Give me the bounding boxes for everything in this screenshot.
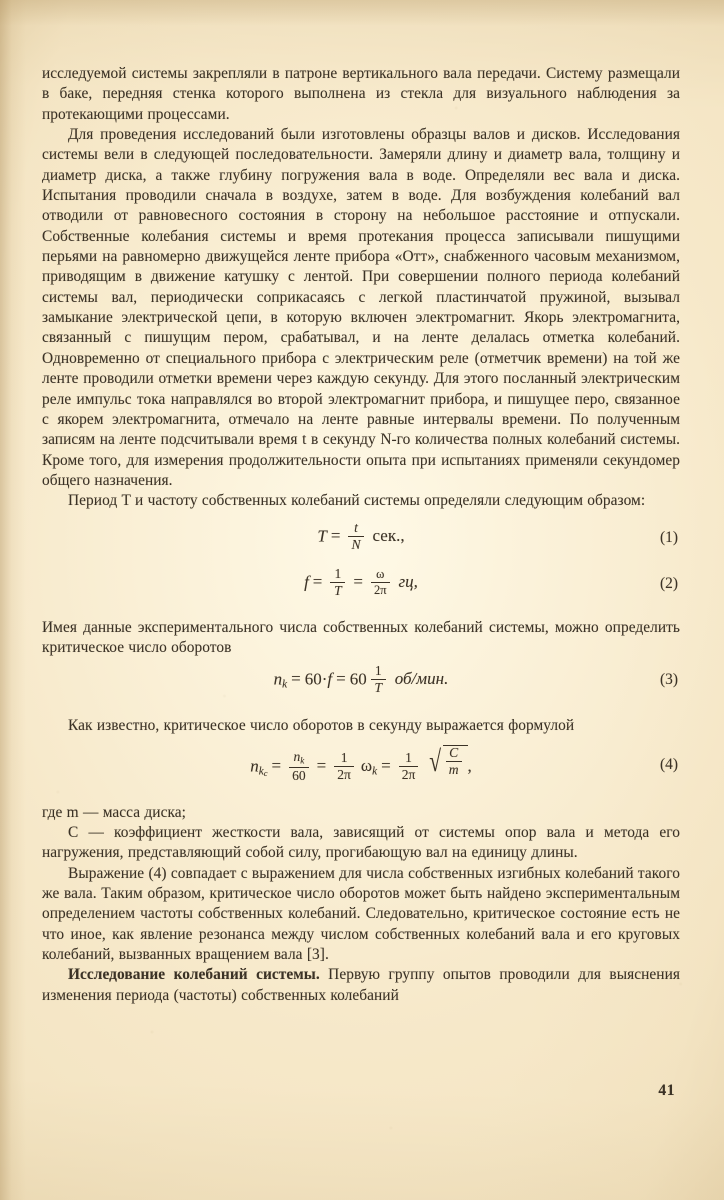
formula-3-number: (3) (660, 671, 678, 689)
symbol-f: f (327, 669, 333, 689)
page-number: 41 (658, 1082, 675, 1099)
subscript-k: k (258, 765, 264, 778)
paragraph-period-intro (42, 491, 680, 511)
paragraph-text: исследуемой системы закрепляли в патроне вертикального вала передачи. Систему размещали в баке, передняя стенка которого выполнена из стекла для визуального наблюдения за протекающими процессами. (42, 65, 680, 123)
units-hertz: гц, (398, 572, 418, 592)
denominator-2pi: 2π (401, 766, 416, 782)
radicand (443, 745, 468, 778)
subscript-k: k (300, 755, 305, 766)
equals-sign: = (330, 526, 341, 546)
paragraph-text: Имея данные экспериментального числа собственных колебаний системы, можно определить критическое число оборотов (42, 618, 680, 656)
constant-60: 60 (349, 669, 367, 689)
equals-sign: = (291, 669, 301, 689)
equals-sign: = (381, 756, 391, 776)
units-rpm: об/мин. (394, 669, 449, 689)
denominator-2pi: 2π (337, 766, 351, 782)
symbol-f: f (304, 572, 309, 592)
fraction-nk-over-60 (289, 750, 309, 783)
denominator-N: N (351, 537, 361, 553)
equals-sign: = (353, 572, 363, 592)
numerator-t: t (354, 520, 358, 536)
fraction-omega-over-2pi (371, 568, 390, 597)
page-text-block (42, 64, 680, 1006)
symbol-omega: ω (360, 756, 373, 776)
top-edge-shadow (0, 0, 724, 26)
symbol-n: n (293, 748, 301, 764)
run-in-heading: Исследование колебаний системы. (68, 966, 320, 984)
paragraph-conclusion (42, 864, 680, 966)
numerator-1: 1 (374, 662, 382, 678)
denominator-T: T (374, 679, 383, 695)
paragraph-known-formula (42, 716, 680, 736)
paragraph-stiffness-coefficient (42, 823, 680, 864)
denominator-60: 60 (292, 767, 306, 783)
formula-4-number: (4) (660, 755, 678, 773)
radical-sign: √ (429, 745, 442, 779)
subscript-c: c (263, 767, 268, 778)
paragraph-text: Выражение (4) совпадает с выражением для числа собственных изгибных колебаний такого же вала. Таким образом, критическое число оборотов может быть найдено экспериментальным определением частоты собственных колебаний. Следовательно, критическое состояние есть не что иное, как явление резонанса между числом собственных колебаний вала и его круговых колебаний, вызванных вращением вала [3]. (42, 864, 680, 963)
formula-2-number: (2) (660, 574, 678, 592)
paragraph-text: Для проведения исследований были изготовлены образцы валов и дисков. Исследования системы вели в следующей последовательности. Замеряли длину и диаметр вала, толщину и диаметр диска, а также глубину погружения вала в воде. Определяли вес вала и диска. Испытания проводили сначала в воздухе, затем в воде. Для возбуждения колебаний вал отводили от равновесного состояния в сторону на небольшое расстояние и отпускали. Собственные колебания системы и время протекания процесса записывали пишущими перьями на равномерно движущейся ленте прибора «Отт», снабженного часовым механизмом, приводящим в движение катушку с лентой. При совершении полного периода колебаний системы вал, периодически соприкасаясь с легкой пластинчатой пружиной, вызывал замыкание электрической цепи, в которую включен электромагнит. Якорь электромагнита, связанный с пишущим пером, срабатывал, и на ленте делалась отметка колебаний. Одновременно от специального прибора с электрическим реле (отметчик времени) на той же ленте проводили отметки времени через каждую секунду. Для этого посланный электрическим реле импульс тока направлялся во второй электромагнит прибора, и пишущее перо, связанное с якорем электромагнита, отмечало на ленте равные интервалы времени. По полученным записям на ленте подсчитывали время t в секунду N-го количества полных колебаний системы. Кроме того, для измерения продолжительности опыта при испытаниях применяли секундомер общего назначения. (42, 126, 680, 489)
equals-sign: = (336, 669, 346, 689)
constant-60: 60 (304, 669, 322, 689)
paragraph-critical-speed-intro (42, 618, 680, 659)
numerator-nk (290, 750, 307, 767)
formula-4 (42, 737, 680, 793)
formula-1-number: (1) (660, 528, 678, 546)
paragraph-text: C — коэффициент жесткости вала, зависящий от системы опор вала и метода его нагружения, представляющий собой силу, прогибающую вал на единицу длины. (42, 823, 680, 862)
left-gutter-shadow (0, 0, 26, 1200)
paragraph-continuation (42, 64, 680, 125)
multiplication-dot: · (321, 669, 328, 689)
formula-3 (42, 658, 680, 702)
subscript-k: k (372, 765, 378, 778)
denominator-T: T (334, 583, 342, 599)
symbol-n: n (273, 669, 283, 689)
paragraph-text: Первую группу опытов проводили для выяснения изменения периода (частоты) собственных колебаний (42, 966, 680, 1004)
formula-1 (42, 512, 680, 560)
formula-2-expression (304, 568, 418, 599)
denominator-m: m (448, 761, 459, 777)
paragraph-text: где m — масса диска; (42, 803, 186, 821)
numerator-1: 1 (340, 749, 348, 765)
paragraph-text: Как известно, критическое число оборотов в секунду выражается формулой (68, 717, 575, 735)
symbol-T: T (317, 526, 327, 546)
paragraph-where-m (42, 803, 680, 823)
symbol-n: n (250, 756, 259, 776)
formula-1-expression (317, 522, 404, 553)
fraction-t-over-N (348, 521, 363, 552)
numerator-1: 1 (334, 566, 342, 582)
equals-sign: = (271, 756, 282, 776)
fraction-1-over-2pi (334, 751, 354, 782)
fraction-C-over-m (446, 746, 462, 777)
paragraph-methodology (42, 125, 680, 491)
equals-sign: = (316, 756, 327, 776)
formula-3-expression (273, 662, 449, 696)
numerator-C: C (449, 744, 459, 760)
trailing-comma: , (467, 756, 472, 776)
formula-4-expression (250, 746, 472, 784)
fraction-1-over-T (330, 567, 345, 598)
denominator-2pi: 2π (373, 583, 387, 598)
paragraph-section-study (42, 965, 680, 1006)
subscript-k: k (282, 678, 288, 691)
units-seconds: сек., (372, 526, 405, 546)
fraction-1-over-T (371, 664, 386, 695)
square-root-C-over-m (427, 745, 467, 778)
fraction-1-over-2pi (399, 751, 419, 782)
numerator-omega: ω (376, 567, 385, 582)
numerator-1: 1 (405, 749, 412, 765)
equals-sign: = (312, 572, 323, 592)
paragraph-text: Период T и частоту собственных колебаний системы определяли следующим образом: (68, 492, 646, 510)
formula-2 (42, 560, 680, 608)
